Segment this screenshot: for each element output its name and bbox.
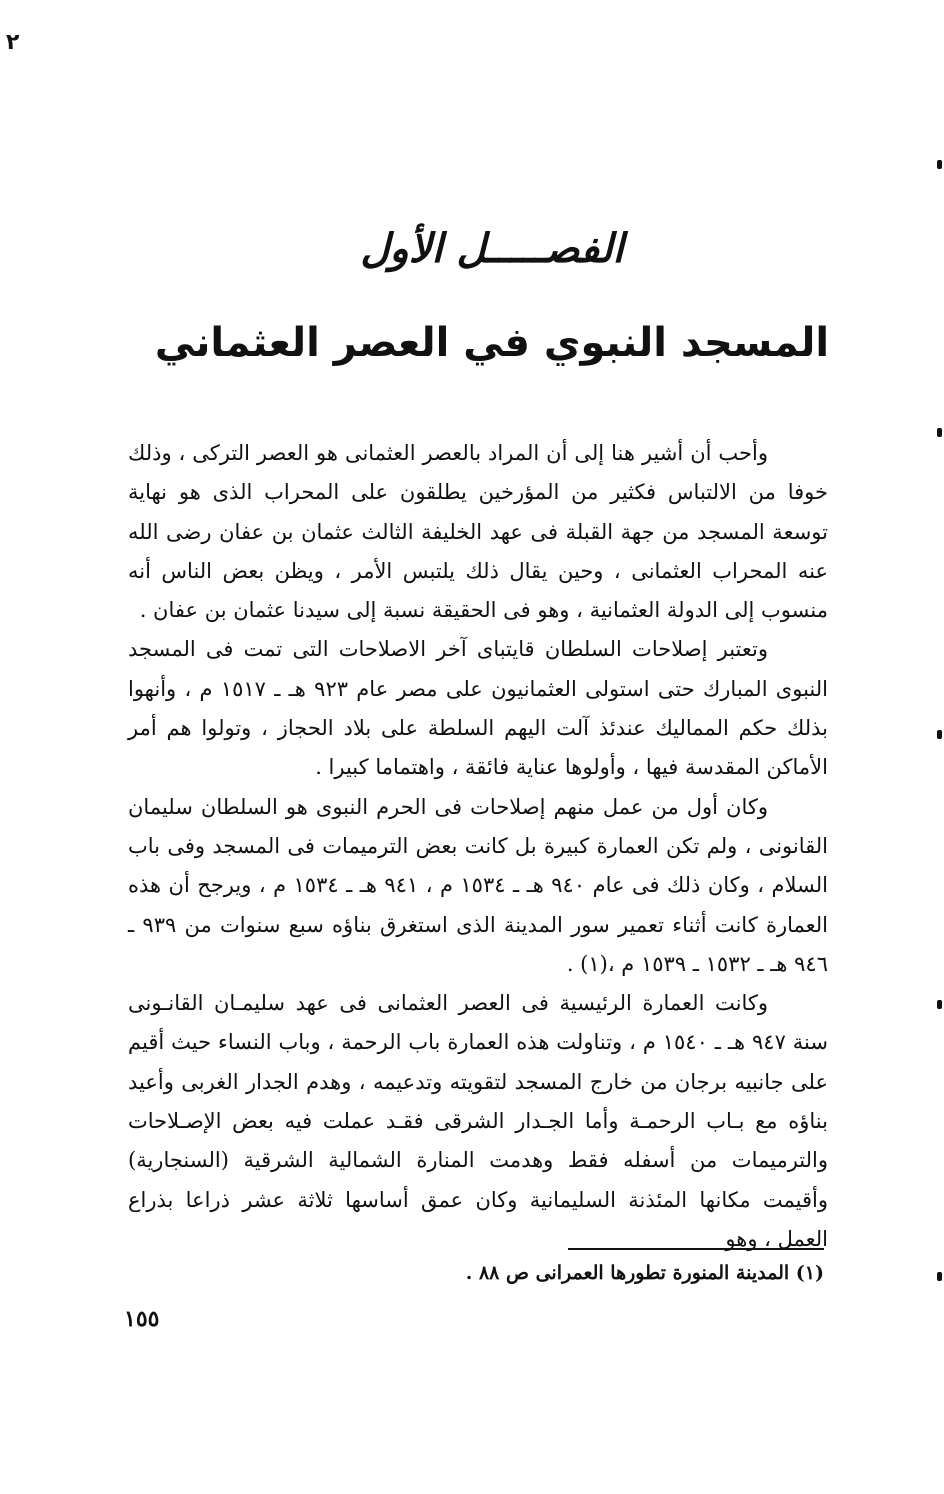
body-text bbox=[128, 434, 828, 1259]
paragraph-4: وكانت العمارة الرئيسية فى العصر العثمانى فى عهد سليمـان القانـونى سنة ٩٤٧ هـ ـ ١٥٤٠ م ، وتناولت هذه العمارة باب الرحمة ، وباب النساء حيث أقيم على جانبيه برجان من خارج المسجد لتقويته وتدعيمه ، وهدم الجدار الغربى وأعيد بناؤه مع بـاب الرحمـة وأما الجـدار الشرقى فقـد عملت فيه بعض الإصـلاحات والترميمات من أسفله فقط وهدمت المنارة الشمالية الشرقية (السنجارية) وأقيمت مكانها المئذنة السليمانية وكان عمق أساسها ثلاثة عشر ذراعا بذراع العمل ، وهو bbox=[128, 991, 828, 1251]
paragraph-2: وتعتبر إصلاحات السلطان قايتباى آخر الاصلاحات التى تمت فى المسجد النبوى المبارك حتى استولى العثمانيون على مصر عام ٩٢٣ هـ ـ ١٥١٧ م ، وأنهوا بذلك حكم المماليك عندئذ آلت اليهم السلطة على بلاد الحجاز ، وتولوا هم أمر الأماكن المقدسة فيها ، وأولوها عناية فائقة ، واهتماما كبيرا . bbox=[128, 637, 829, 780]
edge-mark bbox=[937, 1000, 942, 1009]
paragraph-3: وكان أول من عمل منهم إصلاحات فى الحرم النبوى هو السلطان سليمان القانونى ، ولم تكن العمارة كبيرة بل كانت بعض الترميمات فى المسجد وفى باب السلام ، وكان ذلك فى عام ٩٤٠ هـ ـ ١٥٣٤ م ، ٩٤١ هـ ـ ١٥٣٤ م ، ويرجح أن هذه العمارة كانت أثناء تعمير سور المدينة الذى استغرق بناؤه سبع سنوات من ٩٣٩ ـ ٩٤٦ هـ ـ ١٥٣٢ ـ ١٥٣٩ م ،(١) . bbox=[128, 794, 829, 976]
footnote: (١) المدينة المنورة تطورها العمرانى ص ٨٨ . bbox=[465, 1262, 824, 1284]
paragraph-1: وأحب أن أشير هنا إلى أن المراد بالعصر العثمانى هو العصر التركى ، وذلك خوفا من الالتباس فكثير من المؤرخين يطلقون على المحراب الذى هو نهاية توسعة المسجد من جهة القبلة فى عهد الخليفة الثالث عثمان بن عفان رضى الله عنه المحراب العثمانى ، وحين يقال ذلك يلتبس الأمر ، ويظن بعض الناس أنه منسوب إلى الدولة العثمانية ، وهو فى الحقيقة نسبة إلى سيدنا عثمان بن عفان . bbox=[128, 441, 828, 623]
footnote-divider bbox=[568, 1248, 824, 1250]
page-number: ١٥٥ bbox=[124, 1306, 160, 1332]
edge-mark bbox=[937, 730, 942, 739]
chapter-label: الفصـــــل الأول bbox=[360, 225, 624, 272]
corner-mark: ٢ bbox=[6, 30, 20, 55]
chapter-title: المسجد النبوي في العصر العثماني bbox=[154, 320, 830, 366]
edge-mark bbox=[937, 160, 942, 169]
edge-mark bbox=[937, 1272, 942, 1281]
edge-mark bbox=[937, 428, 942, 437]
